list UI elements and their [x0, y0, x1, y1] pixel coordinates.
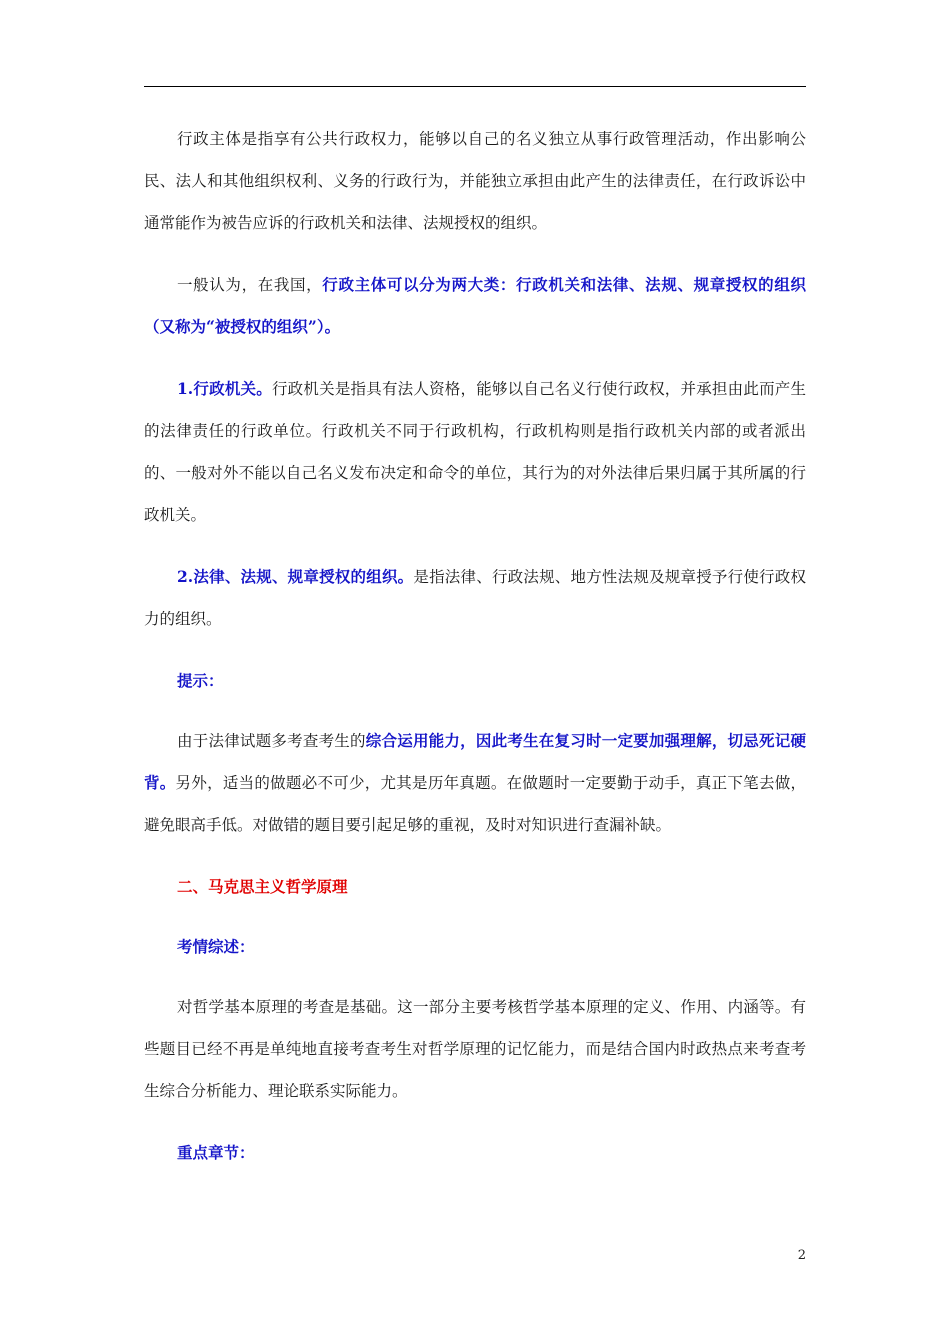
document-body: [144, 118, 806, 1174]
page-number: 2: [797, 1248, 806, 1263]
key-chapters-heading: 重点章节：: [177, 1143, 255, 1162]
paragraph-text: 是指法律、行政法规、地方性法规及规章授予行使行政权力的组织。: [144, 568, 806, 628]
paragraph-administrative-organ: [144, 368, 806, 536]
paragraph-administrative-subject-definition: [144, 118, 806, 244]
section-heading: 二、马克思主义哲学原理: [177, 877, 348, 896]
emphasis-text: 综合运用能力，因此考生在复习时一定要加强理解，切忌死记硬背。: [144, 731, 806, 792]
emphasis-text: 1.行政机关。: [177, 379, 272, 398]
tip-heading: 提示：: [177, 671, 224, 690]
emphasis-text: 2.法律、法规、规章授权的组织。: [177, 567, 414, 586]
overview-heading: 考情综述：: [177, 937, 255, 956]
paragraph-text: 对哲学基本原理的考查是基础。这一部分主要考核哲学基本原理的定义、作用、内涵等。有些题目已经不再是单纯地直接考查考生对哲学原理的记忆能力，而是结合国内时政热点来考查考生综合分析能力、理论联系实际能力。: [144, 998, 806, 1100]
paragraph-text: 行政机关是指具有法人资格，能够以自己名义行使行政权，并承担由此而产生的法律责任的行政单位。行政机关不同于行政机构，行政机构则是指行政机关内部的或者派出的、一般对外不能以自己名义发布决定和命令的单位，其行为的对外法律后果归属于其所属的行政机关。: [144, 380, 806, 524]
paragraph-lead-text: 一般认为，在我国，: [177, 276, 323, 294]
paragraph-two-categories: [144, 264, 806, 348]
paragraph-philosophy-overview: [144, 986, 806, 1112]
header-rule: [144, 86, 806, 87]
paragraph-lead-text: 由于法律试题多考查考生的: [177, 732, 366, 750]
paragraph-authorized-organization: [144, 556, 806, 640]
paragraph-text: 行政主体是指享有公共行政权力，能够以自己的名义独立从事行政管理活动，作出影响公民、法人和其他组织权利、义务的行政行为，并能独立承担由此产生的法律责任，在行政诉讼中通常能作为被告应诉的行政机关和法律、法规授权的组织。: [144, 130, 806, 232]
paragraph-study-tip: [144, 720, 806, 846]
paragraph-text: 另外，适当的做题必不可少，尤其是历年真题。在做题时一定要勤于动手，真正下笔去做，避免眼高手低。对做错的题目要引起足够的重视，及时对知识进行查漏补缺。: [144, 774, 806, 834]
emphasis-text: 行政主体可以分为两大类：行政机关和法律、法规、规章授权的组织（又称为“被授权的组织”）。: [144, 275, 806, 336]
